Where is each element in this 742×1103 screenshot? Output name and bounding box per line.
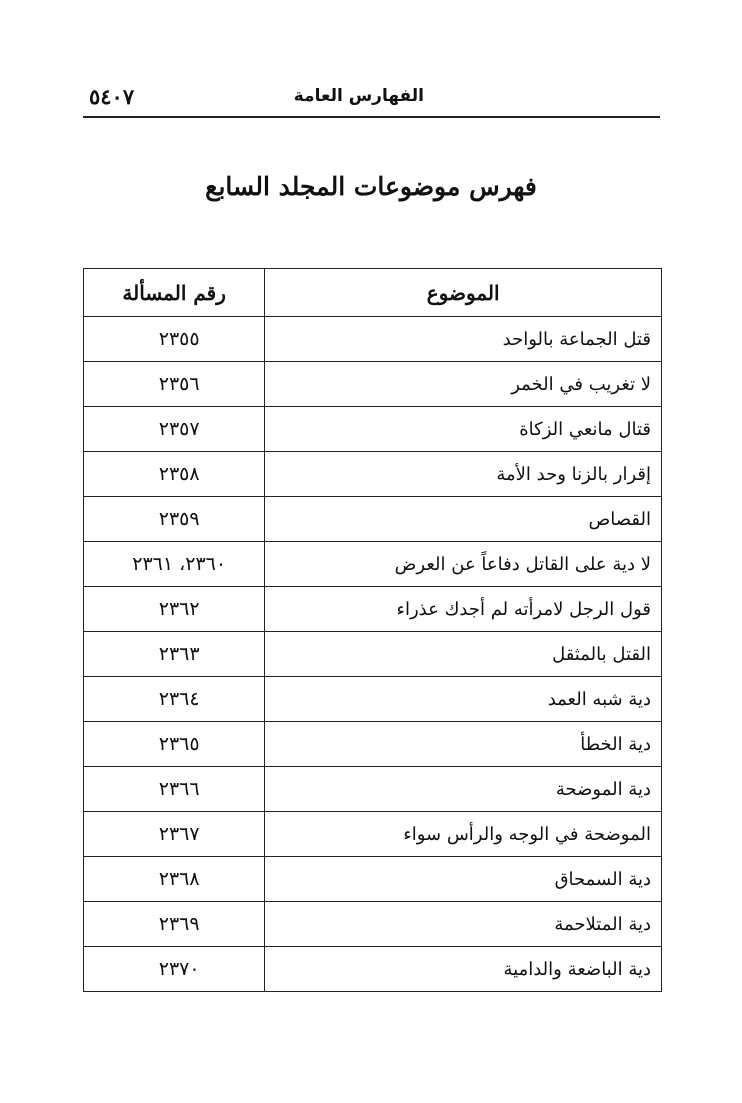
column-header-number: رقم المسألة (84, 269, 265, 317)
topic-cell: قتل الجماعة بالواحد (265, 317, 662, 362)
topic-cell: دية الخطأ (265, 722, 662, 767)
topic-cell: الموضحة في الوجه والرأس سواء (265, 812, 662, 857)
topic-cell: لا تغريب في الخمر (265, 362, 662, 407)
topic-cell: دية الموضحة (265, 767, 662, 812)
table-row (84, 542, 662, 587)
running-header (83, 82, 660, 118)
issue-number-cell: ٢٣٦٢ (84, 587, 265, 632)
issue-number-cell: ٢٣٦٧ (84, 812, 265, 857)
issue-number-cell: ٢٣٥٦ (84, 362, 265, 407)
table-row (84, 317, 662, 362)
index-table (83, 268, 662, 992)
header-title: الفهارس العامة (293, 86, 424, 106)
topic-cell: إقرار بالزنا وحد الأمة (265, 452, 662, 497)
table-row (84, 857, 662, 902)
table-row (84, 767, 662, 812)
table-row (84, 722, 662, 767)
issue-number-cell: ٢٣٦٠، ٢٣٦١ (84, 542, 265, 587)
issue-number-cell: ٢٣٦٤ (84, 677, 265, 722)
table-row (84, 497, 662, 542)
table-row (84, 632, 662, 677)
issue-number-cell: ٢٣٥٨ (84, 452, 265, 497)
page-title: فهرس موضوعات المجلد السابع (205, 172, 537, 201)
column-header-topic: الموضوع (265, 269, 662, 317)
topic-cell: دية شبه العمد (265, 677, 662, 722)
table-header-row (84, 269, 662, 317)
table-row (84, 362, 662, 407)
issue-number-cell: ٢٣٦٦ (84, 767, 265, 812)
page-number: ٥٤٠٧ (89, 84, 135, 109)
issue-number-cell: ٢٣٦٩ (84, 902, 265, 947)
issue-number-cell: ٢٣٥٧ (84, 407, 265, 452)
table-row (84, 902, 662, 947)
topic-cell: دية المتلاحمة (265, 902, 662, 947)
topic-cell: قول الرجل لامرأته لم أجدك عذراء (265, 587, 662, 632)
table-row (84, 587, 662, 632)
table-row (84, 407, 662, 452)
topic-cell: قتال مانعي الزكاة (265, 407, 662, 452)
issue-number-cell: ٢٣٥٥ (84, 317, 265, 362)
table-row (84, 947, 662, 992)
table-row (84, 677, 662, 722)
issue-number-cell: ٢٣٦٣ (84, 632, 265, 677)
issue-number-cell: ٢٣٦٨ (84, 857, 265, 902)
topic-cell: القتل بالمثقل (265, 632, 662, 677)
issue-number-cell: ٢٣٥٩ (84, 497, 265, 542)
topic-cell: لا دية على القاتل دفاعاً عن العرض (265, 542, 662, 587)
table-row (84, 812, 662, 857)
topic-cell: القصاص (265, 497, 662, 542)
topic-cell: دية الباضعة والدامية (265, 947, 662, 992)
topic-cell: دية السمحاق (265, 857, 662, 902)
issue-number-cell: ٢٣٧٠ (84, 947, 265, 992)
issue-number-cell: ٢٣٦٥ (84, 722, 265, 767)
table-row (84, 452, 662, 497)
